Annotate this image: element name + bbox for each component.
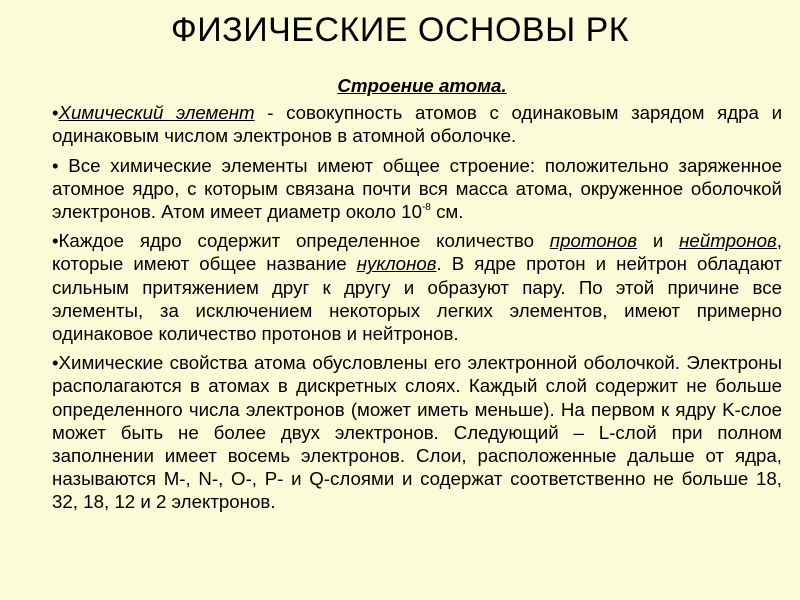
paragraph-structure bbox=[52, 154, 782, 224]
paragraph-chemical-element bbox=[52, 101, 782, 147]
paragraph-nucleus bbox=[52, 229, 782, 345]
link-neutrons[interactable]: нейтронов bbox=[679, 230, 777, 252]
bullet-2: • bbox=[52, 154, 59, 176]
link-nucleons[interactable]: нуклонов bbox=[356, 253, 437, 275]
paragraph-2-unit: см. bbox=[430, 201, 464, 223]
paragraph-2-text: Все химические элементы имеют общее строение: положительно заряженное атомное ядро, с которым связана почти вся масса атома, окруженное оболочкой электронов. Атом имеет диаметр около 10 bbox=[52, 154, 782, 223]
paragraph-3-part-2: и bbox=[637, 230, 680, 252]
paragraph-electron-shells bbox=[52, 351, 782, 513]
bullet-1: • bbox=[52, 102, 59, 124]
bullet-3: • bbox=[52, 230, 59, 252]
paragraph-3-part-4: . В ядре протон и нейтрон обладают сильным притяжением друг к другу и образуют пару. По этой причине все элементы, за исключением некоторых легких элементов, имеют примерно одинаковое количество протонов и нейтронов. bbox=[52, 253, 782, 345]
paragraph-1-text: - совокупность атомов с одинаковым зарядом ядра и одинаковым числом электронов в атомной оболочке. bbox=[52, 102, 783, 147]
paragraph-3-part-3: , которые имеют общее название bbox=[52, 230, 782, 275]
slide-title: ФИЗИЧЕСКИЕ ОСНОВЫ РК bbox=[170, 11, 630, 49]
term-chemical-element: Химический элемент bbox=[58, 102, 255, 124]
link-protons[interactable]: протонов bbox=[549, 230, 638, 252]
section-subtitle: Строение атома. bbox=[337, 75, 507, 96]
paragraph-3-part-1: Каждое ядро содержит определенное количество bbox=[58, 230, 550, 252]
paragraph-4-text: Химические свойства атома обусловлены его электронной оболочкой. Электроны располагаются в атомах в дискретных слоях. Каждый слой содержит не больше определенного числа электронов (может иметь меньше). На первом к ядру K-слое может быть не более двух электронов. Следующий – L-слой при полном заполнении имеет восемь электронов. Слои, расположенные дальше от ядра, называются M-, N-, O-, P- и Q-слоями и содержат соответственно не больше 18, 32, 18, 12 и 2 электронов. bbox=[52, 352, 782, 513]
exponent: -8 bbox=[421, 202, 431, 214]
slide-content bbox=[52, 74, 782, 520]
bullet-4: • bbox=[52, 352, 59, 374]
